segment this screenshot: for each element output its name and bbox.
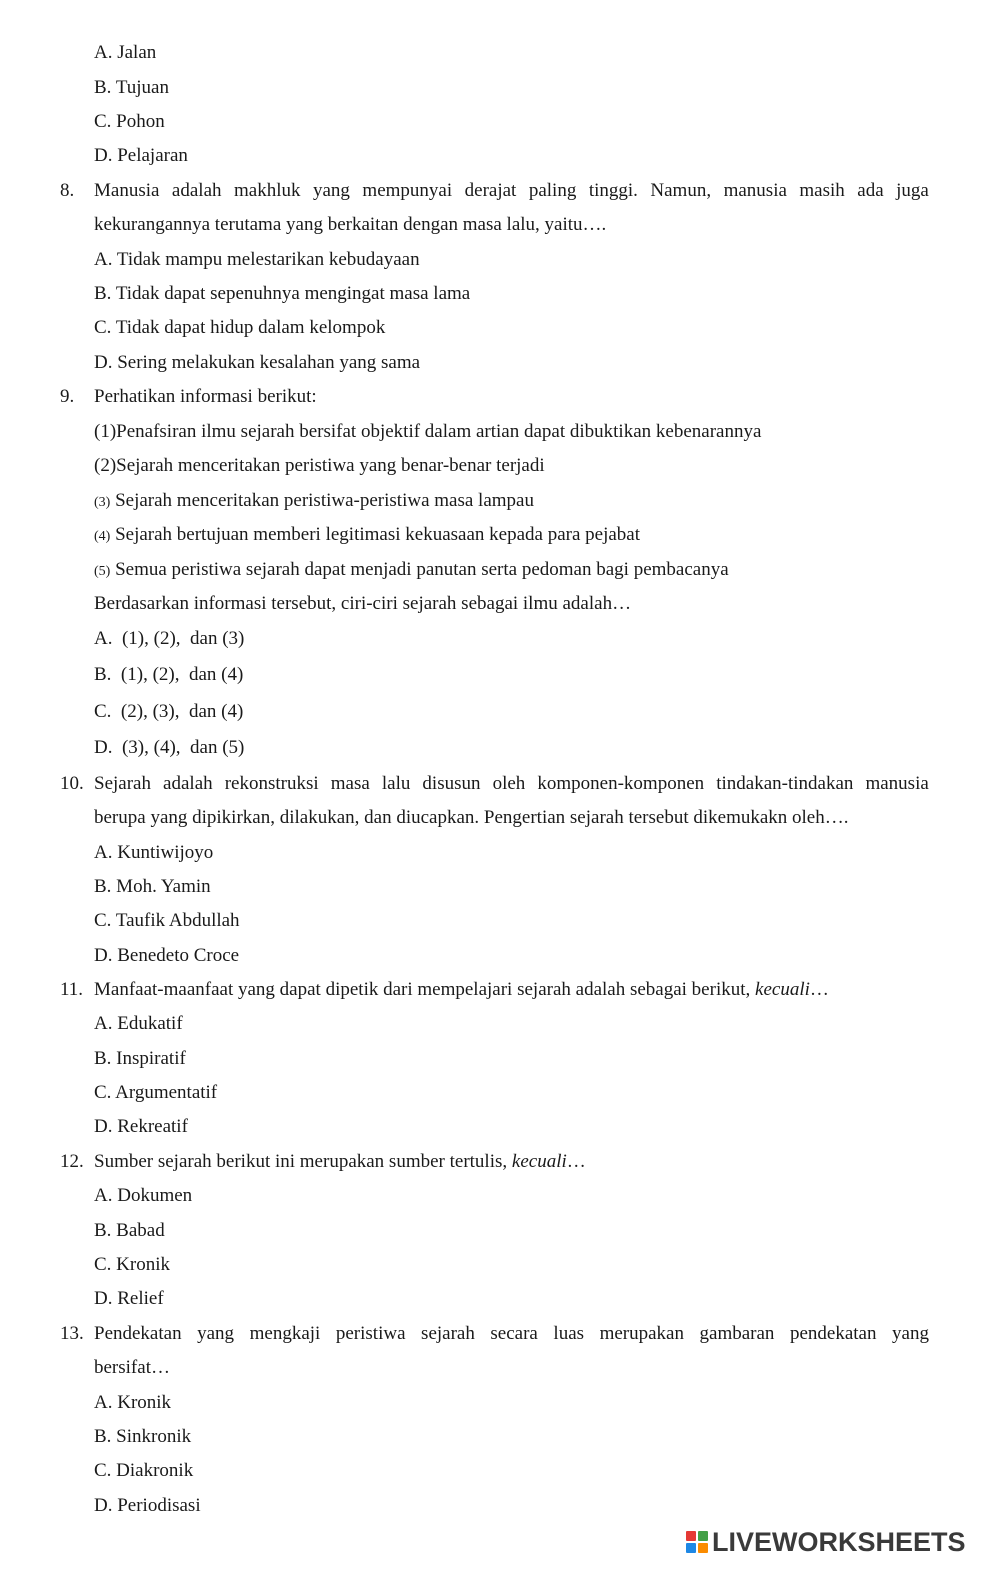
q9-item-text: Sejarah menceritakan peristiwa-peristiwa masa lampau: [115, 490, 534, 511]
q13-stem-line2: bersifat…: [94, 1357, 170, 1378]
q9-item-text: Sejarah menceritakan peristiwa yang benar-benar terjadi: [116, 455, 545, 476]
q11-stem-emphasis: kecuali: [755, 979, 810, 1000]
q13-option-c: C. Diakronik: [94, 1460, 194, 1481]
q8-option-d: D. Sering melakukan kesalahan yang sama: [94, 352, 421, 373]
q11-option-c: C. Argumentatif: [94, 1082, 218, 1103]
q10-option-b: B. Moh. Yamin: [94, 876, 211, 897]
liveworksheets-wordmark: LIVEWORKSHEETS: [712, 1526, 966, 1557]
q7-option-d: D. Pelajaran: [94, 145, 188, 166]
q9-question: Berdasarkan informasi tersebut, ciri-ciri sejarah sebagai ilmu adalah…: [94, 593, 632, 614]
q12-stem-ellipsis: …: [566, 1151, 586, 1172]
q11-option-d: D. Rekreatif: [94, 1116, 188, 1137]
q9-option-c: C. (2), (3), dan (4): [94, 701, 244, 722]
q9-item-2: [94, 454, 545, 478]
q9-item-5: [94, 558, 729, 584]
q11-number: 11.: [60, 979, 84, 1000]
q9-item-1: [94, 420, 761, 444]
q10-option-a: A. Kuntiwijoyo: [94, 842, 214, 863]
q9-item-text: Semua peristiwa sejarah dapat menjadi panutan serta pedoman bagi pembacanya: [115, 559, 729, 580]
q12-stem-text: Sumber sejarah berikut ini merupakan sumber tertulis,: [94, 1151, 512, 1172]
q13-option-b: B. Sinkronik: [94, 1426, 192, 1447]
q10-option-c: C. Taufik Abdullah: [94, 910, 240, 931]
q8-option-a: A. Tidak mampu melestarikan kebudayaan: [94, 249, 420, 270]
q8-number: 8.: [60, 180, 75, 201]
liveworksheets-logo: [686, 1528, 966, 1556]
q7-option-b: B. Tujuan: [94, 77, 169, 98]
liveworksheets-grid-icon: [686, 1531, 708, 1553]
q9-number: 9.: [60, 386, 75, 407]
q13-option-a: A. Kronik: [94, 1392, 172, 1413]
q12-option-a: A. Dokumen: [94, 1185, 193, 1206]
q9-option-b: B. (1), (2), dan (4): [94, 664, 244, 685]
q11-option-b: B. Inspiratif: [94, 1048, 186, 1069]
q13-stem-line1: Pendekatan yang mengkaji peristiwa sejarah secara luas merupakan gambaran pendekatan yang: [94, 1323, 929, 1344]
q9-stem: Perhatikan informasi berikut:: [94, 386, 317, 407]
q9-item-text: Penafsiran ilmu sejarah bersifat objektif dalam artian dapat dibuktikan kebenarannya: [116, 421, 762, 442]
q9-item-label: (1): [94, 421, 117, 442]
q12-number: 12.: [60, 1151, 84, 1172]
q10-option-d: D. Benedeto Croce: [94, 945, 240, 966]
q8-stem-line2: kekurangannya terutama yang berkaitan dengan masa lalu, yaitu….: [94, 214, 607, 235]
q11-stem-text: Manfaat-maanfaat yang dapat dipetik dari mempelajari sejarah adalah sebagai berikut,: [94, 979, 756, 1000]
q12-option-d: D. Relief: [94, 1288, 164, 1309]
q9-item-text: Sejarah bertujuan memberi legitimasi kekuasaan kepada para pejabat: [115, 524, 640, 545]
q9-item-label: (2): [94, 455, 117, 476]
q11-stem-ellipsis: …: [809, 979, 829, 1000]
q7-option-a: A. Jalan: [94, 42, 157, 63]
q12-option-b: B. Babad: [94, 1220, 165, 1241]
q10-stem-line2: berupa yang dipikirkan, dilakukan, dan diucapkan. Pengertian sejarah tersebut dikemukakn oleh….: [94, 807, 849, 828]
q7-option-c: C. Pohon: [94, 111, 165, 132]
q9-option-a: A. (1), (2), dan (3): [94, 628, 245, 649]
q12-option-c: C. Kronik: [94, 1254, 170, 1275]
q9-item-label: (4): [94, 529, 111, 544]
q8-option-c: C. Tidak dapat hidup dalam kelompok: [94, 317, 386, 338]
q10-number: 10.: [60, 773, 84, 794]
q13-number: 13.: [60, 1323, 84, 1344]
q9-option-d: D. (3), (4), dan (5): [94, 737, 245, 758]
q12-stem: [94, 1150, 586, 1174]
q12-stem-emphasis: kecuali: [511, 1151, 567, 1172]
q11-stem: [94, 978, 829, 1002]
q10-stem-line1: Sejarah adalah rekonstruksi masa lalu disusun oleh komponen-komponen tindakan-tindakan manusia: [94, 773, 929, 794]
q13-option-d: D. Periodisasi: [94, 1495, 201, 1516]
q9-item-4: [94, 523, 640, 549]
q8-option-b: B. Tidak dapat sepenuhnya mengingat masa lama: [94, 283, 471, 304]
q9-item-label: (3): [94, 495, 111, 510]
q8-stem-line1: Manusia adalah makhluk yang mempunyai derajat paling tinggi. Namun, manusia masih ada juga: [94, 180, 929, 201]
q9-item-3: [94, 489, 534, 515]
q11-option-a: A. Edukatif: [94, 1013, 183, 1034]
q9-item-label: (5): [94, 564, 111, 579]
